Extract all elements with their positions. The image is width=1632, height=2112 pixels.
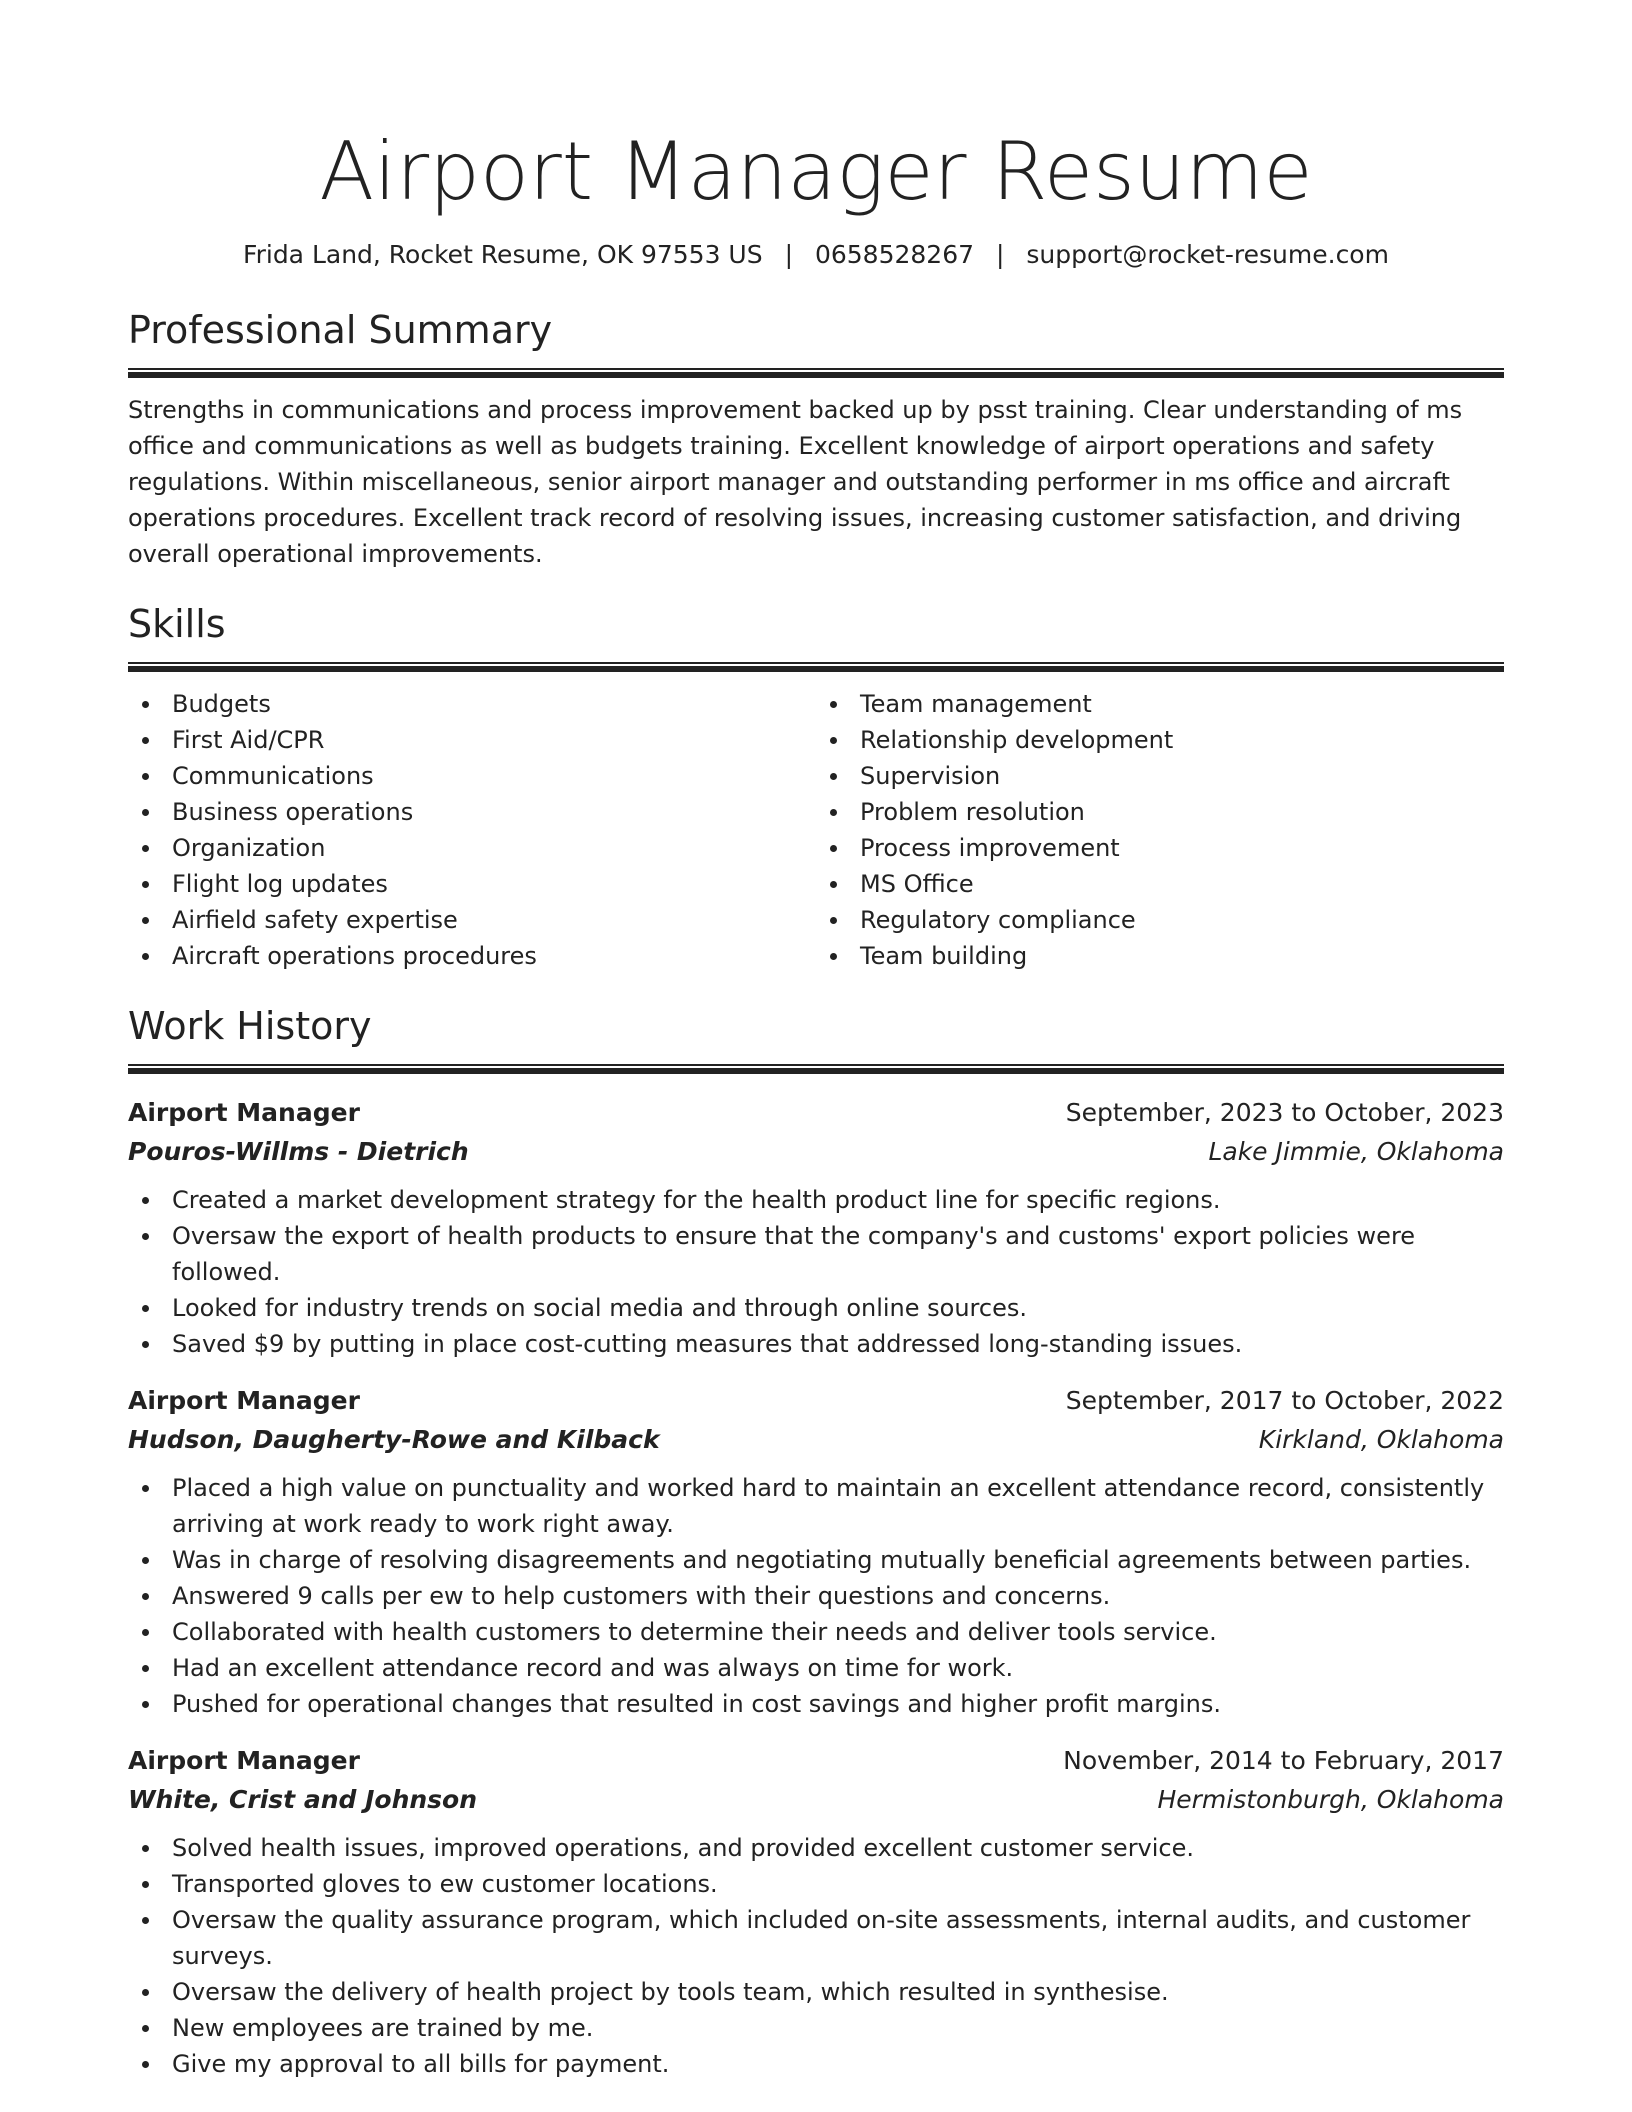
skill-item: Business operations xyxy=(128,794,816,830)
job-bullet: Looked for industry trends on social media and through online sources. xyxy=(128,1290,1504,1326)
contact-line xyxy=(128,238,1504,272)
skills-heading: Skills xyxy=(128,602,226,646)
skill-item: Supervision xyxy=(816,758,1504,794)
job-bullets xyxy=(128,1182,1504,1362)
skill-item: Relationship development xyxy=(816,722,1504,758)
job-bullet: Created a market development strategy for the health product line for specific regions. xyxy=(128,1182,1504,1218)
skill-item: Aircraft operations procedures xyxy=(128,938,816,974)
skills-list-left xyxy=(128,686,816,974)
job-bullet: Give my approval to all bills for payment. xyxy=(128,2046,1504,2082)
job-bullet: Was in charge of resolving disagreements and negotiating mutually beneficial agreements between parties. xyxy=(128,1542,1504,1578)
skill-item: Budgets xyxy=(128,686,816,722)
job-location: Kirkland, Oklahoma xyxy=(1258,1425,1504,1454)
contact-email: support@rocket-resume.com xyxy=(1026,240,1389,269)
skill-item: Process improvement xyxy=(816,830,1504,866)
skills-section xyxy=(128,600,1504,974)
job-company: Pouros-Willms - Dietrich xyxy=(128,1137,469,1166)
job-dates: September, 2023 to October, 2023 xyxy=(1065,1098,1504,1127)
contact-phone: 0658528267 xyxy=(814,240,975,269)
job-bullets xyxy=(128,1470,1504,1722)
job-bullet: Solved health issues, improved operations, and provided excellent customer service. xyxy=(128,1830,1504,1866)
job-bullet: Collaborated with health customers to determine their needs and deliver tools service. xyxy=(128,1614,1504,1650)
job-bullet: Placed a high value on punctuality and worked hard to maintain an excellent attendance record, consistently arriving at work ready to work right away. xyxy=(128,1470,1504,1542)
section-divider xyxy=(128,1064,1504,1074)
job-bullet: Oversaw the delivery of health project by tools team, which resulted in synthesise. xyxy=(128,1974,1504,2010)
summary-heading: Professional Summary xyxy=(128,308,553,352)
job-title: Airport Manager xyxy=(128,1746,360,1775)
job-location: Hermistonburgh, Oklahoma xyxy=(1157,1785,1504,1814)
job-bullet: Had an excellent attendance record and was always on time for work. xyxy=(128,1650,1504,1686)
job-entry xyxy=(128,1742,1504,2082)
summary-text: Strengths in communications and process improvement backed up by psst training. Clear understanding of ms office and communications as well as budgets training. Excellent knowledge of airport operations and safety regulations. Within miscellaneous, senior airport manager and outstanding performer in ms office and aircraft operations procedures. Excellent track record of resolving issues, increasing customer satisfaction, and driving overall operational improvements. xyxy=(128,396,1463,568)
job-bullet: Oversaw the quality assurance program, which included on-site assessments, internal audits, and customer surveys. xyxy=(128,1902,1504,1974)
job-header-row xyxy=(128,1382,1504,1420)
job-subheader-row xyxy=(128,1780,1504,1820)
skill-item: Team management xyxy=(816,686,1504,722)
job-bullet: Pushed for operational changes that resulted in cost savings and higher profit margins. xyxy=(128,1686,1504,1722)
skill-item: Regulatory compliance xyxy=(816,902,1504,938)
job-company: White, Crist and Johnson xyxy=(128,1785,478,1814)
contact-separator: | xyxy=(784,240,793,269)
skills-columns xyxy=(128,686,1504,974)
job-company: Hudson, Daugherty-Rowe and Kilback xyxy=(128,1425,660,1454)
job-title: Airport Manager xyxy=(128,1386,360,1415)
job-bullet: Saved $9 by putting in place cost-cutting measures that addressed long-standing issues. xyxy=(128,1326,1504,1362)
job-header-row xyxy=(128,1742,1504,1780)
job-entry xyxy=(128,1094,1504,1362)
page-title: Airport Manager Resume xyxy=(319,125,1313,218)
job-title: Airport Manager xyxy=(128,1098,360,1127)
skill-item: Problem resolution xyxy=(816,794,1504,830)
work-section xyxy=(128,1002,1504,2082)
job-bullet: Answered 9 calls per ew to help customers with their questions and concerns. xyxy=(128,1578,1504,1614)
skill-item: Team building xyxy=(816,938,1504,974)
job-dates: September, 2017 to October, 2022 xyxy=(1065,1386,1504,1415)
job-location: Lake Jimmie, Oklahoma xyxy=(1208,1137,1504,1166)
skill-item: Organization xyxy=(128,830,816,866)
job-bullets xyxy=(128,1830,1504,2082)
skills-list-right xyxy=(816,686,1504,974)
job-subheader-row xyxy=(128,1420,1504,1460)
job-bullet: Oversaw the export of health products to ensure that the company's and customs' export policies were followed. xyxy=(128,1218,1504,1290)
contact-separator: | xyxy=(995,240,1005,269)
skill-item: Flight log updates xyxy=(128,866,816,902)
summary-section xyxy=(128,306,1504,572)
skill-item: MS Office xyxy=(816,866,1504,902)
job-header-row xyxy=(128,1094,1504,1132)
job-dates: November, 2014 to February, 2017 xyxy=(1063,1746,1504,1775)
job-bullet: New employees are trained by me. xyxy=(128,2010,1504,2046)
contact-address: Frida Land, Rocket Resume, OK 97553 US xyxy=(243,240,763,269)
skill-item: Airfield safety expertise xyxy=(128,902,816,938)
job-bullet: Transported gloves to ew customer locations. xyxy=(128,1866,1504,1902)
skill-item: First Aid/CPR xyxy=(128,722,816,758)
job-list xyxy=(128,1094,1504,2082)
section-divider xyxy=(128,368,1504,378)
job-subheader-row xyxy=(128,1132,1504,1172)
skill-item: Communications xyxy=(128,758,816,794)
section-divider xyxy=(128,662,1504,672)
job-entry xyxy=(128,1382,1504,1722)
work-heading: Work History xyxy=(128,1004,372,1048)
